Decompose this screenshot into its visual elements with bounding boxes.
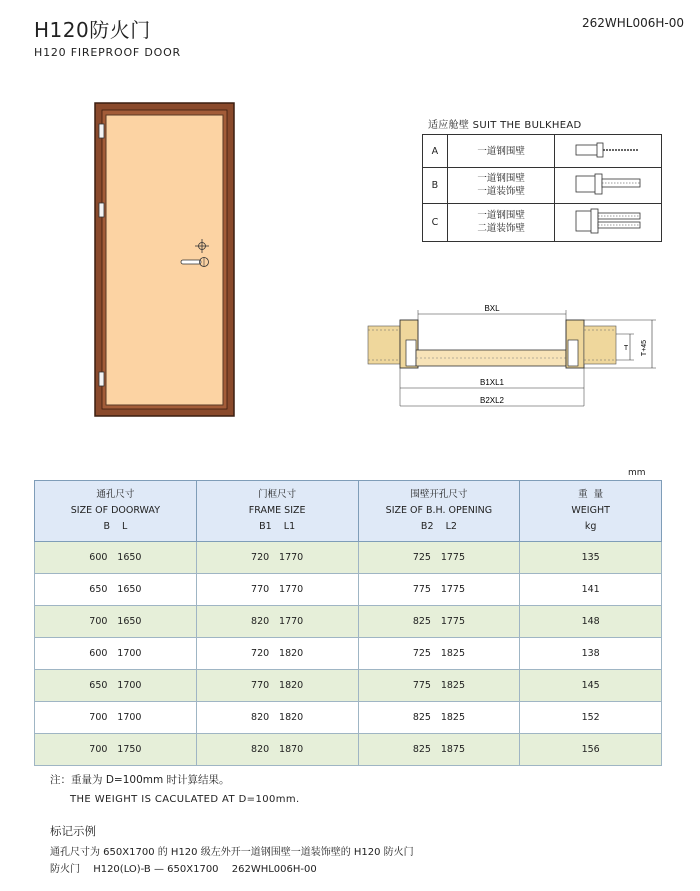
cell-weight: 156 <box>520 734 662 766</box>
table-row <box>35 734 662 766</box>
suit-row-c <box>423 203 662 241</box>
cell-b2: 725 <box>412 648 431 659</box>
bulkhead-a-sketch <box>555 135 662 168</box>
cell-b1: 820 <box>251 616 270 627</box>
suit-row-b <box>423 168 662 204</box>
cell-b: 700 <box>89 616 108 627</box>
cell-l2: 1825 <box>440 648 465 659</box>
cell-b: 650 <box>89 680 108 691</box>
table-row <box>35 542 662 574</box>
cell-frame <box>196 574 358 606</box>
header-sym: kg <box>584 521 597 532</box>
bulkhead-b-icon <box>573 172 643 196</box>
weight-note-en: THE WEIGHT IS CACULATED AT D=100mm. <box>70 794 300 805</box>
cell-opening <box>358 670 520 702</box>
insulation-right <box>584 326 616 364</box>
table-row <box>35 606 662 638</box>
suit-desc-line1: 一道钢围壁 <box>477 173 525 185</box>
suit-row-a <box>423 135 662 168</box>
suit-desc <box>447 203 555 241</box>
cell-weight: 135 <box>520 542 662 574</box>
cell-l1: 1770 <box>279 552 304 563</box>
header-cn: 门框尺寸 <box>258 489 297 500</box>
hinge-top <box>99 124 104 138</box>
suit-desc-line1: 一道钢围壁 <box>477 145 525 157</box>
cell-l: 1650 <box>117 616 142 627</box>
cell-weight: 148 <box>520 606 662 638</box>
dim-t45-label: T+45 <box>641 339 648 357</box>
cell-l: 1700 <box>117 648 142 659</box>
cell-b2: 775 <box>412 680 431 691</box>
table-row <box>35 638 662 670</box>
cell-frame <box>196 734 358 766</box>
bulkhead-c-icon <box>573 208 643 234</box>
weight-note-cn: 注：重量为 D=100mm 时计算结果。 <box>50 774 230 786</box>
cell-weight: 145 <box>520 670 662 702</box>
cell-weight: 138 <box>520 638 662 670</box>
cell-b2: 725 <box>412 552 431 563</box>
cell-opening <box>358 542 520 574</box>
cell-b: 700 <box>89 712 108 723</box>
header-en: SIZE OF DOORWAY <box>70 505 160 516</box>
cell-doorway <box>35 606 197 638</box>
dim-t-label: T <box>623 345 629 352</box>
cell-doorway <box>35 670 197 702</box>
cell-b: 600 <box>89 648 108 659</box>
header-en: WEIGHT <box>571 505 610 516</box>
cell-l2: 1775 <box>440 584 465 595</box>
cell-l2: 1825 <box>440 712 465 723</box>
cell-l: 1700 <box>117 680 142 691</box>
door-elevation-drawing <box>94 102 236 418</box>
header-opening <box>358 481 520 542</box>
header-en: FRAME SIZE <box>248 505 306 516</box>
cell-b1: 820 <box>251 744 270 755</box>
units-label: mm <box>628 468 646 478</box>
cell-l2: 1875 <box>440 744 465 755</box>
cell-b2: 825 <box>412 712 431 723</box>
cell-b1: 720 <box>251 552 270 563</box>
cell-l: 1650 <box>117 552 142 563</box>
bulkhead-c-sketch <box>555 203 662 241</box>
suit-desc-line2: 一道装饰壁 <box>477 186 525 198</box>
example-name: 防火门 <box>50 864 80 875</box>
cell-l2: 1825 <box>440 680 465 691</box>
cell-weight: 152 <box>520 702 662 734</box>
dim-b1xl1-label: B1XL1 <box>479 378 505 387</box>
cell-b1: 820 <box>251 712 270 723</box>
table-header-row <box>35 481 662 542</box>
cell-l2: 1775 <box>440 552 465 563</box>
header-sym: B2 L2 <box>420 521 457 532</box>
example-heading: 标记示例 <box>50 824 96 838</box>
header-cn: 通孔尺寸 <box>96 489 135 500</box>
cell-doorway <box>35 734 197 766</box>
dim-b2xl2-label: B2XL2 <box>479 396 505 405</box>
suit-bulkhead-table <box>422 134 662 242</box>
cell-weight: 141 <box>520 574 662 606</box>
cell-b: 600 <box>89 552 108 563</box>
cell-opening <box>358 574 520 606</box>
suit-desc <box>447 135 555 168</box>
cell-l1: 1820 <box>279 680 304 691</box>
suit-bulkhead-heading: 适应舱壁 SUIT THE BULKHEAD <box>428 120 582 131</box>
door-panel <box>106 115 223 405</box>
suit-key: B <box>423 168 448 204</box>
hinge-bottom <box>99 372 104 386</box>
cell-l2: 1775 <box>440 616 465 627</box>
suit-desc-line2: 二道装饰壁 <box>477 223 525 235</box>
header-cn: 围壁开孔尺寸 <box>410 489 468 500</box>
cell-l1: 1870 <box>279 744 304 755</box>
header-frame <box>196 481 358 542</box>
cell-frame <box>196 542 358 574</box>
cell-l: 1750 <box>117 744 142 755</box>
cell-frame <box>196 638 358 670</box>
example-code: 262WHL006H-00 <box>231 864 317 875</box>
cell-frame <box>196 702 358 734</box>
cell-b1: 720 <box>251 648 270 659</box>
door-leaf-section <box>416 350 566 366</box>
page-title: H120防火门 <box>34 18 151 42</box>
bulkhead-a-icon <box>573 139 643 161</box>
hinge-middle <box>99 203 104 217</box>
cell-doorway <box>35 702 197 734</box>
door-section-drawing <box>362 300 662 418</box>
cell-b: 700 <box>89 744 108 755</box>
cell-l1: 1820 <box>279 712 304 723</box>
cell-b: 650 <box>89 584 108 595</box>
header-cn: 重 量 <box>578 489 604 500</box>
example-mark: H120(LO)-B — 650X1700 <box>93 864 219 875</box>
cell-opening <box>358 702 520 734</box>
example-marking <box>50 860 327 875</box>
cell-b1: 770 <box>251 584 270 595</box>
cell-l: 1700 <box>117 712 142 723</box>
table-row <box>35 702 662 734</box>
cell-opening <box>358 638 520 670</box>
insulation-left <box>368 326 400 364</box>
cell-b2: 825 <box>412 616 431 627</box>
header-en: SIZE OF B.H. OPENING <box>385 505 493 516</box>
header-doorway <box>35 481 197 542</box>
cell-opening <box>358 734 520 766</box>
cell-frame <box>196 606 358 638</box>
header-sym: B1 L1 <box>259 521 296 532</box>
cell-doorway <box>35 638 197 670</box>
dimensions-table <box>34 480 662 766</box>
table-row <box>35 670 662 702</box>
cell-doorway <box>35 542 197 574</box>
cell-doorway <box>35 574 197 606</box>
table-row <box>35 574 662 606</box>
dim-bxl-label: BXL <box>484 304 500 313</box>
cell-l1: 1770 <box>279 584 304 595</box>
header-sym: B L <box>103 521 128 532</box>
suit-desc-line1: 一道钢围壁 <box>477 210 525 222</box>
suit-key: A <box>423 135 448 168</box>
example-description: 通孔尺寸为 650X1700 的 H120 级左外开一道钢围壁一道装饰壁的 H120 防火门 <box>50 847 414 858</box>
page-subtitle: H120 FIREPROOF DOOR <box>34 46 181 59</box>
header-weight <box>520 481 662 542</box>
bulkhead-b-sketch <box>555 168 662 204</box>
cell-frame <box>196 670 358 702</box>
cell-l: 1650 <box>117 584 142 595</box>
cell-b2: 825 <box>412 744 431 755</box>
suit-key: C <box>423 203 448 241</box>
cell-b2: 775 <box>412 584 431 595</box>
drawing-code: 262WHL006H-00 <box>581 16 684 30</box>
cell-opening <box>358 606 520 638</box>
cell-l1: 1770 <box>279 616 304 627</box>
cell-b1: 770 <box>251 680 270 691</box>
cell-l1: 1820 <box>279 648 304 659</box>
suit-desc <box>447 168 555 204</box>
